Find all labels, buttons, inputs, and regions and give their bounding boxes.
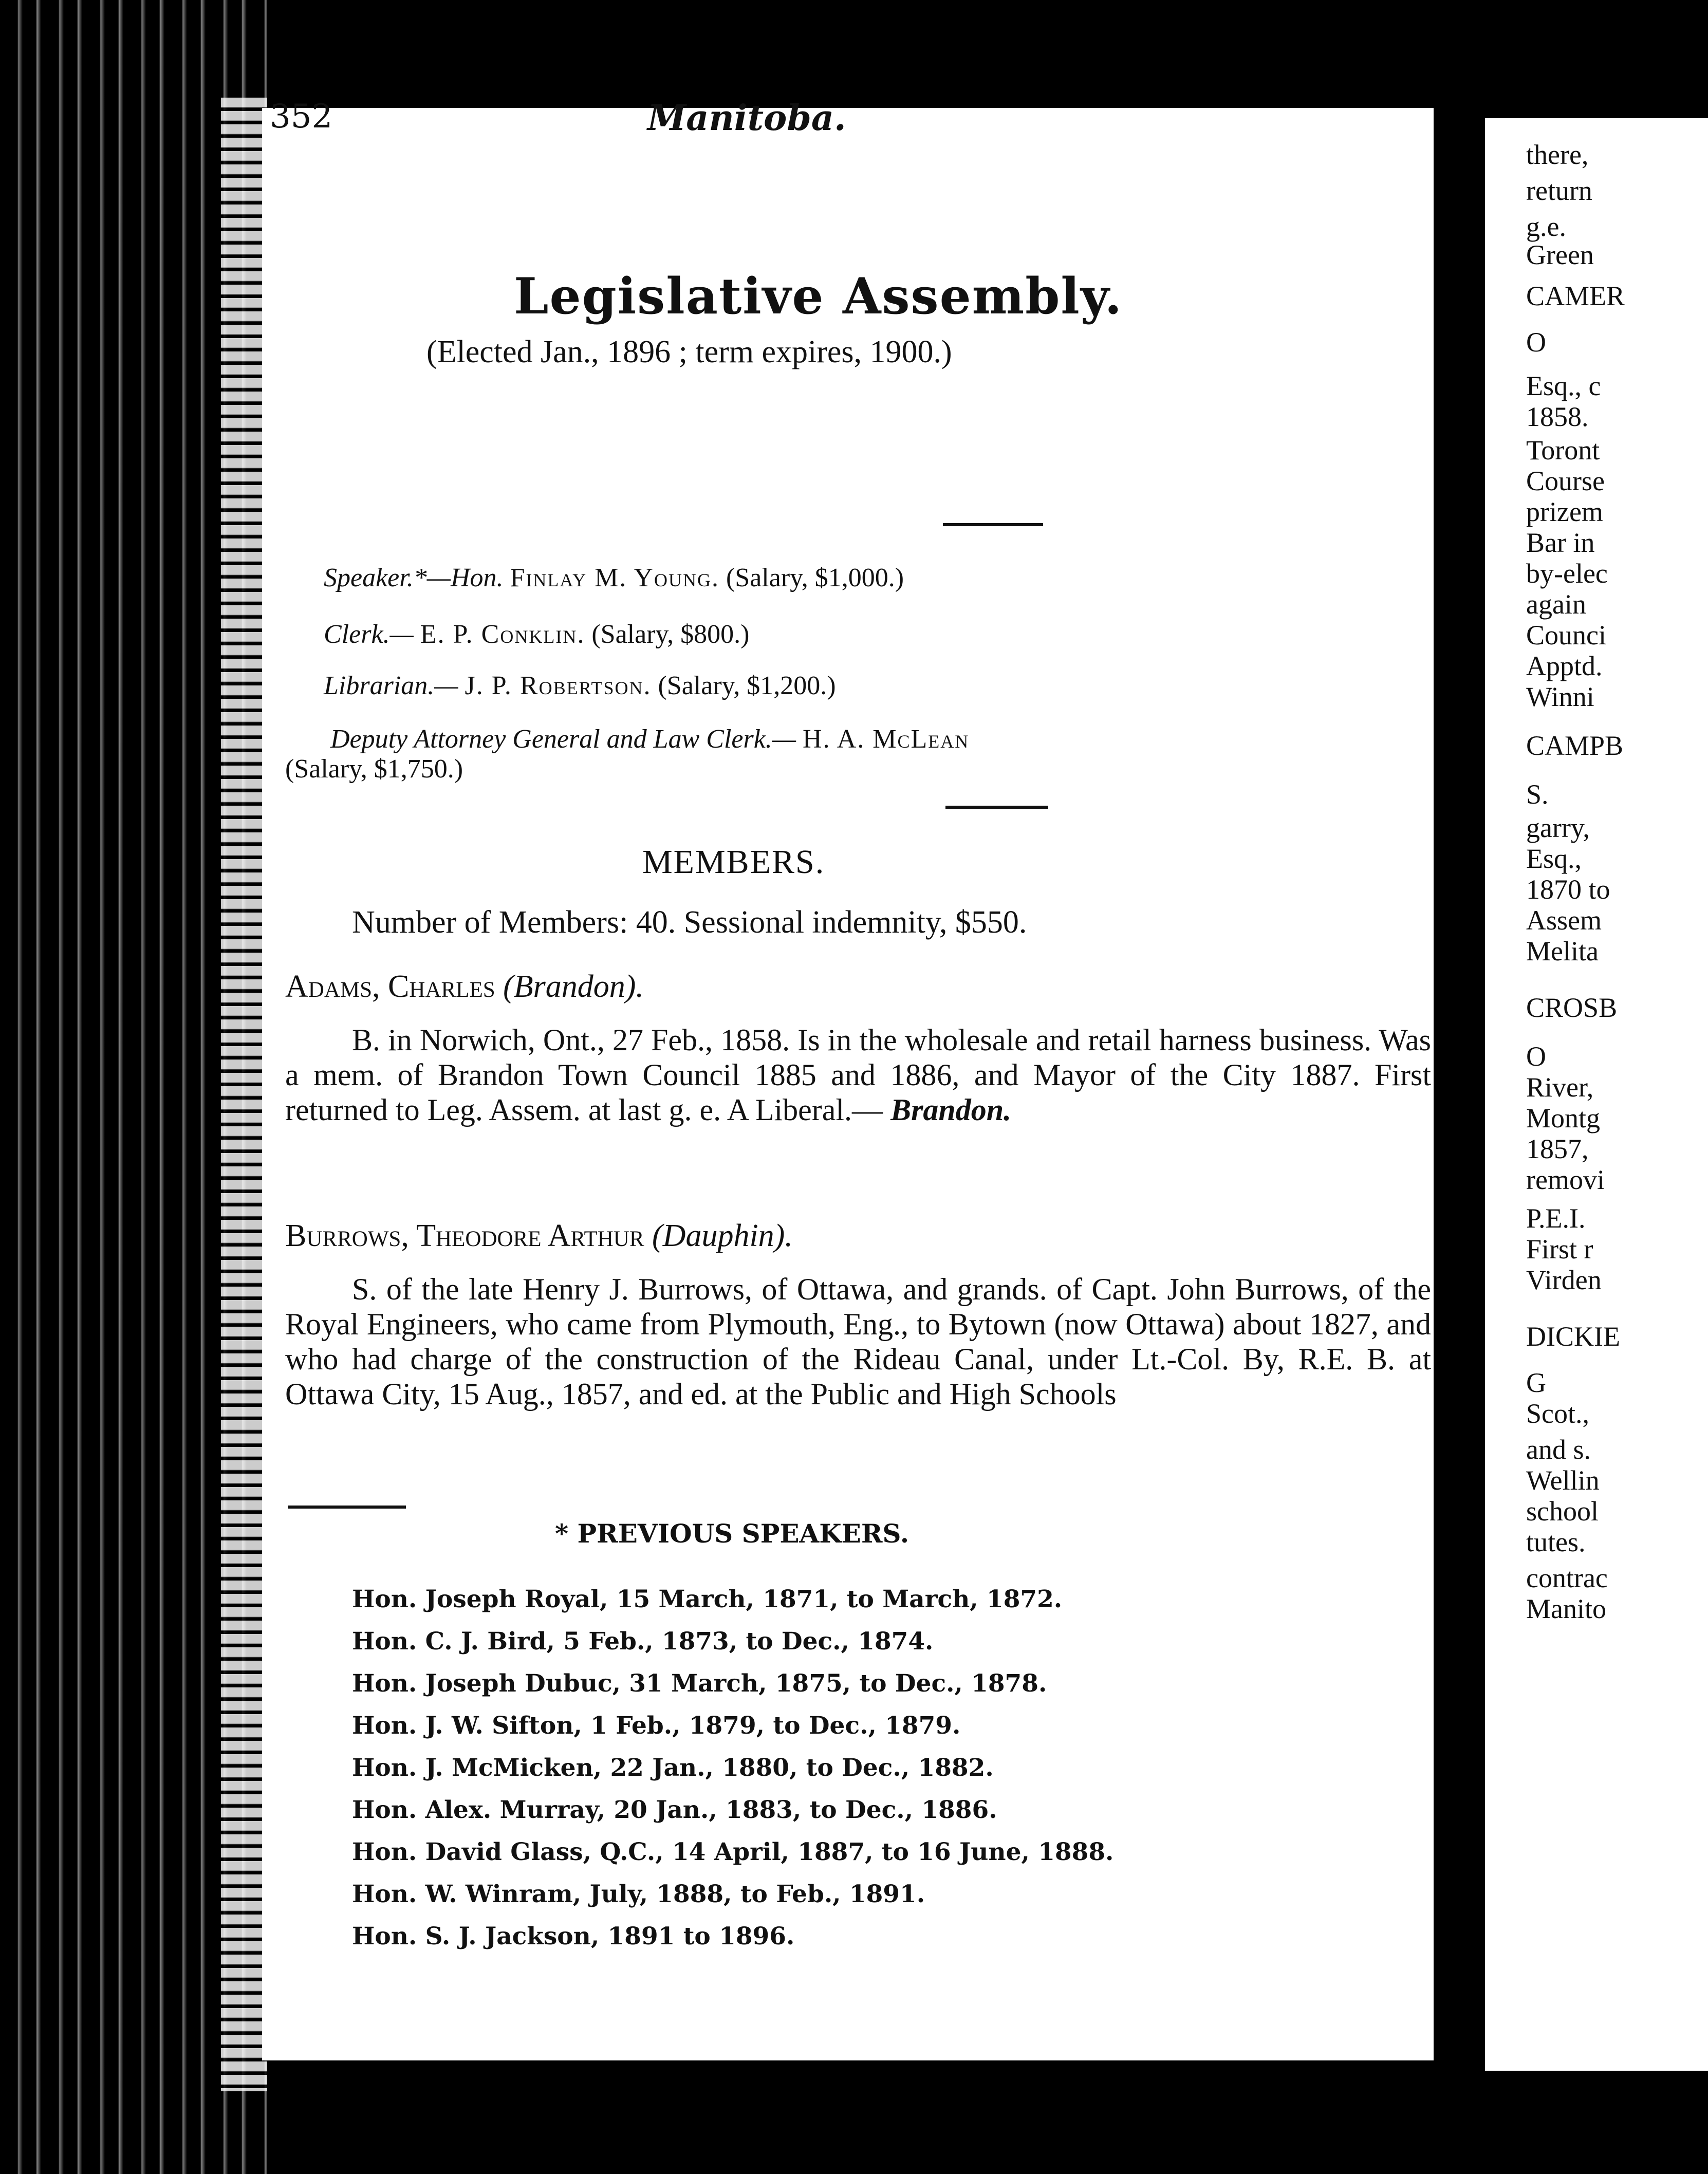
adjacent-page-line: Bar in [1526,527,1595,558]
divider-rule [943,523,1043,526]
officer-salary: (Salary, $1,750.) [285,754,463,784]
adjacent-page-line: River, [1526,1072,1594,1103]
officer-name: J. P. Robertson. [465,671,652,700]
previous-speaker-item: Hon. Joseph Royal, 15 March, 1871, to March, 1872. [352,1585,1063,1613]
previous-speakers-heading: * PREVIOUS SPEAKERS. [555,1518,909,1549]
adjacent-page-line: 1857, [1526,1134,1589,1164]
adjacent-page-line: DICKIE [1526,1321,1620,1352]
members-stats: Number of Members: 40. Sessional indemnity, $550. [352,905,1027,940]
officer-name: H. A. McLean [803,724,970,754]
previous-speaker-item: Hon. Alex. Murray, 20 Jan., 1883, to Dec., 1886. [352,1796,997,1824]
previous-speaker-item: Hon. W. Winram, July, 1888, to Feb., 1891. [352,1880,925,1908]
footnote-rule [288,1506,406,1509]
member-bio-text: S. of the late Henry J. Burrows, of Ottawa, and grands. of Capt. John Burrows, of the Royal Engineers, who came from Plymouth, Eng., to Bytown (now Ottawa) about 1827, and who had charge of the construction of the Rideau Canal, under Lt.-Col. By, R.E. B. at Ottawa City, 15 Aug., 1857, and ed. at the Public and High Schools [285,1272,1431,1411]
page-stack-edge [221,98,267,2091]
section-title: Legislative Assembly. [514,267,1123,325]
page-number: 352 [270,98,333,136]
member-bio [285,1272,1431,1411]
officer-role: Librarian.— [324,671,458,700]
member-constituency: (Dauphin). [652,1218,793,1253]
adjacent-page-line: Manito [1526,1593,1606,1624]
previous-speaker-item: Hon. David Glass, Q.C., 14 April, 1887, to 16 June, 1888. [352,1838,1114,1866]
adjacent-page-line: contrac [1526,1563,1608,1593]
adjacent-page-line: CROSB [1526,992,1618,1023]
running-head: Manitoba. [647,98,846,139]
adjacent-page-line: removi [1526,1164,1605,1195]
adjacent-page-line: Green [1526,239,1594,270]
members-heading: MEMBERS. [642,843,825,881]
adjacent-page-line: school [1526,1496,1599,1527]
officer-speaker [324,563,904,593]
adjacent-page-line: Toront [1526,435,1600,466]
adjacent-page-line: Esq., c [1526,370,1601,401]
adjacent-page-line: prizem [1526,496,1603,527]
officer-role: Clerk.— [324,620,414,649]
adjacent-page-line: again [1526,589,1586,620]
member-bio [285,1023,1431,1127]
adjacent-page-line: First r [1526,1234,1593,1265]
adjacent-page-line: Virden [1526,1265,1602,1295]
previous-speaker-item: Hon. C. J. Bird, 5 Feb., 1873, to Dec., 1874. [352,1627,934,1656]
adjacent-page-line: Counci [1526,620,1606,651]
officer-clerk [324,619,749,649]
adjacent-page-line: return [1526,175,1592,206]
officer-name: Finlay M. Young. [510,563,719,592]
officer-deputy-attorney [285,724,1431,784]
adjacent-page-line: garry, [1526,812,1590,843]
member-name [285,969,644,1005]
officer-salary: (Salary, $1,000.) [726,563,904,592]
adjacent-page-line: Melita [1526,936,1599,967]
adjacent-page-line: Winni [1526,681,1594,712]
officer-role: Speaker.*—Hon. [324,563,504,592]
member-bio-text: B. in Norwich, Ont., 27 Feb., 1858. Is in the wholesale and retail harness business. Was a mem. of Brandon Town Council 1885 and 1886, and Mayor of the City 1887. First returned to Leg. Assem. at last g. e. A Liberal.— [285,1023,1431,1127]
officer-role: Deputy Attorney General and Law Clerk.— [330,724,796,754]
member-given-name: Charles [388,969,495,1004]
adjacent-page-line: Assem [1526,905,1602,936]
adjacent-page-line: Wellin [1526,1465,1600,1496]
officer-name: E. P. Conklin. [420,620,585,649]
adjacent-page-line: Apptd. [1526,651,1603,681]
adjacent-page-line: CAMPB [1526,730,1624,761]
officer-salary: (Salary, $800.) [591,620,750,649]
adjacent-page-line: by-elec [1526,558,1608,589]
adjacent-page-line: S. [1526,779,1549,810]
member-surname: Burrows, [285,1218,409,1253]
adjacent-page-line: there, [1526,139,1589,170]
member-bio-constituency: Brandon. [890,1093,1012,1127]
adjacent-page-line: 1870 to [1526,874,1610,905]
member-name [285,1218,793,1254]
previous-speaker-item: Hon. J. McMicken, 22 Jan., 1880, to Dec., 1882. [352,1754,994,1782]
adjacent-page-line: O [1526,1041,1546,1072]
adjacent-page-line: tutes. [1526,1527,1586,1557]
adjacent-page-line: CAMER [1526,281,1625,311]
member-surname: Adams, [285,969,380,1004]
adjacent-page-line: O [1526,327,1546,358]
adjacent-page-line: Esq., [1526,843,1582,874]
member-constituency: (Brandon). [503,969,644,1004]
adjacent-page-line: 1858. [1526,401,1589,432]
officer-librarian [324,671,836,701]
divider-rule [945,806,1048,809]
member-given-name: Theodore Arthur [416,1218,644,1253]
election-note: (Elected Jan., 1896 ; term expires, 1900.) [426,335,952,369]
adjacent-page-line: Montg [1526,1103,1601,1134]
adjacent-page-line: g.e. [1526,211,1566,242]
adjacent-page-line: Course [1526,466,1605,496]
previous-speaker-item: Hon. S. J. Jackson, 1891 to 1896. [352,1922,795,1950]
adjacent-page [1485,118,1708,2071]
officer-salary: (Salary, $1,200.) [658,671,836,700]
previous-speaker-item: Hon. J. W. Sifton, 1 Feb., 1879, to Dec., 1879. [352,1712,961,1740]
adjacent-page-line: P.E.I. [1526,1203,1586,1234]
adjacent-page-line: G [1526,1367,1546,1398]
adjacent-page-line: and s. [1526,1434,1591,1465]
adjacent-page-line: Scot., [1526,1398,1590,1429]
previous-speaker-item: Hon. Joseph Dubuc, 31 March, 1875, to Dec., 1878. [352,1669,1047,1698]
